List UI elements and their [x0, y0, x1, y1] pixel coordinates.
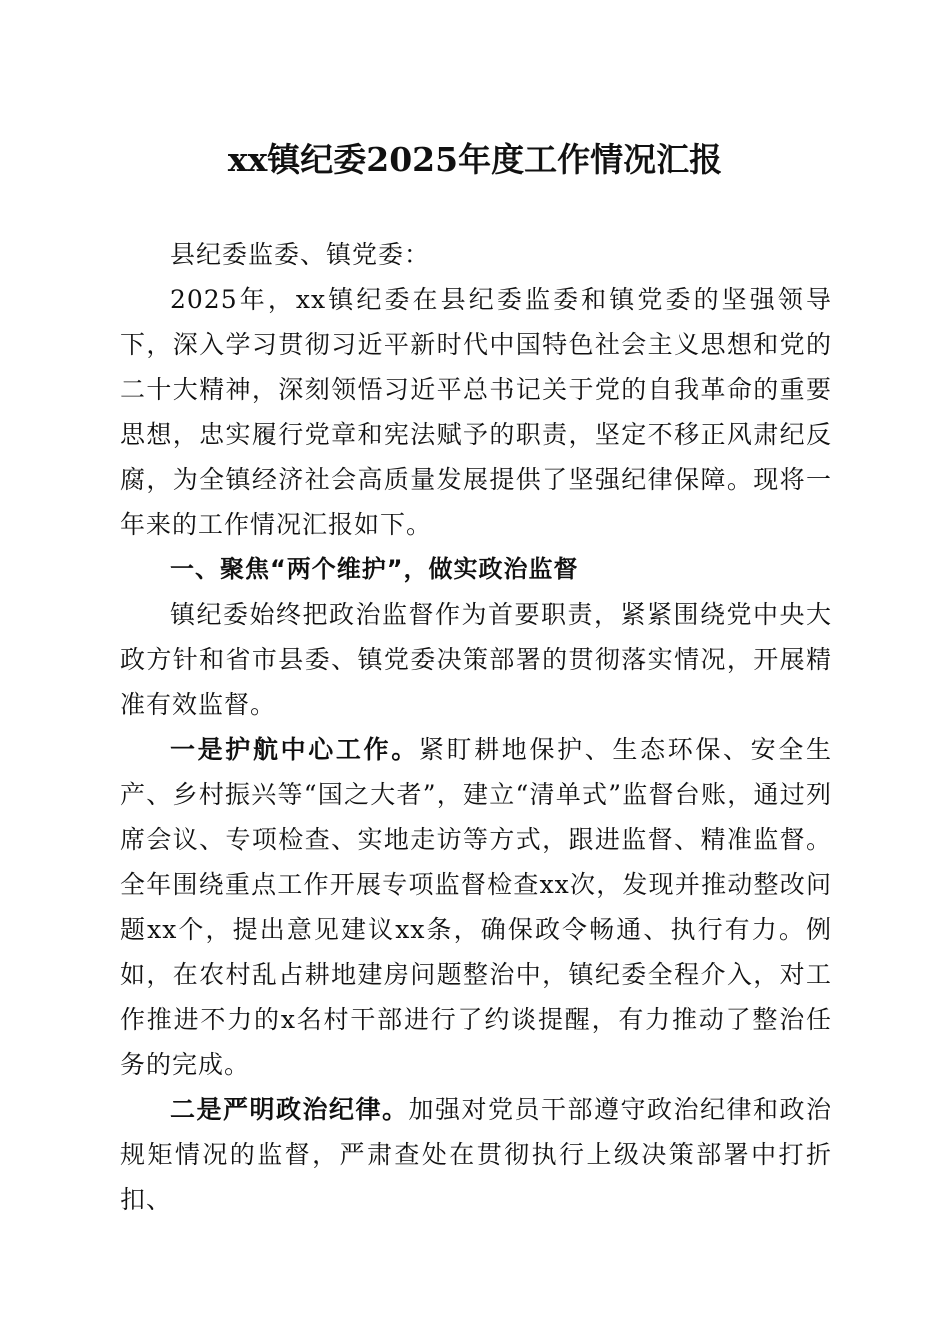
section-heading-1: 一、聚焦“两个维护”，做实政治监督: [170, 555, 579, 583]
item-2-text: 加强对党员干部遵守政治纪律和政治规矩情况的监督，严肃查处在贯彻执行上级决策部署中打折扣、: [120, 1095, 832, 1214]
document-title: xx镇纪委2025年度工作情况汇报: [227, 140, 723, 179]
item-2-lead: 二是严明政治纪律。: [170, 1095, 409, 1124]
salutation: 县纪委监委、镇党委：: [170, 240, 431, 269]
document-body: [120, 232, 832, 1222]
section-1-intro-paragraph: 镇纪委始终把政治监督作为首要职责，紧紧围绕党中央大政方针和省市县委、镇党委决策部署的贯彻落实情况，开展精准有效监督。: [120, 600, 832, 719]
item-2-paragraph: [120, 1087, 832, 1222]
item-1-paragraph: [120, 727, 832, 1087]
item-1-lead: 一是护航中心工作。: [170, 735, 419, 764]
item-1-text: 紧盯耕地保护、生态环保、安全生产、乡村振兴等“国之大者”，建立“清单式”监督台账，通过列席会议、专项检查、实地走访等方式，跟进监督、精准监督。全年围绕重点工作开展专项监督检查xx次，发现并推动整改问题xx个，提出意见建议xx条，确保政令畅通、执行有力。例如，在农村乱占耕地建房问题整治中，镇纪委全程介入，对工作推进不力的x名村干部进行了约谈提醒，有力推动了整治任务的完成。: [120, 735, 832, 1079]
intro-paragraph: 2025年，xx镇纪委在县纪委监委和镇党委的坚强领导下，深入学习贯彻习近平新时代中国特色社会主义思想和党的二十大精神，深刻领悟习近平总书记关于党的自我革命的重要思想，忠实履行党章和宪法赋予的职责，坚定不移正风肃纪反腐，为全镇经济社会高质量发展提供了坚强纪律保障。现将一年来的工作情况汇报如下。: [120, 285, 832, 539]
